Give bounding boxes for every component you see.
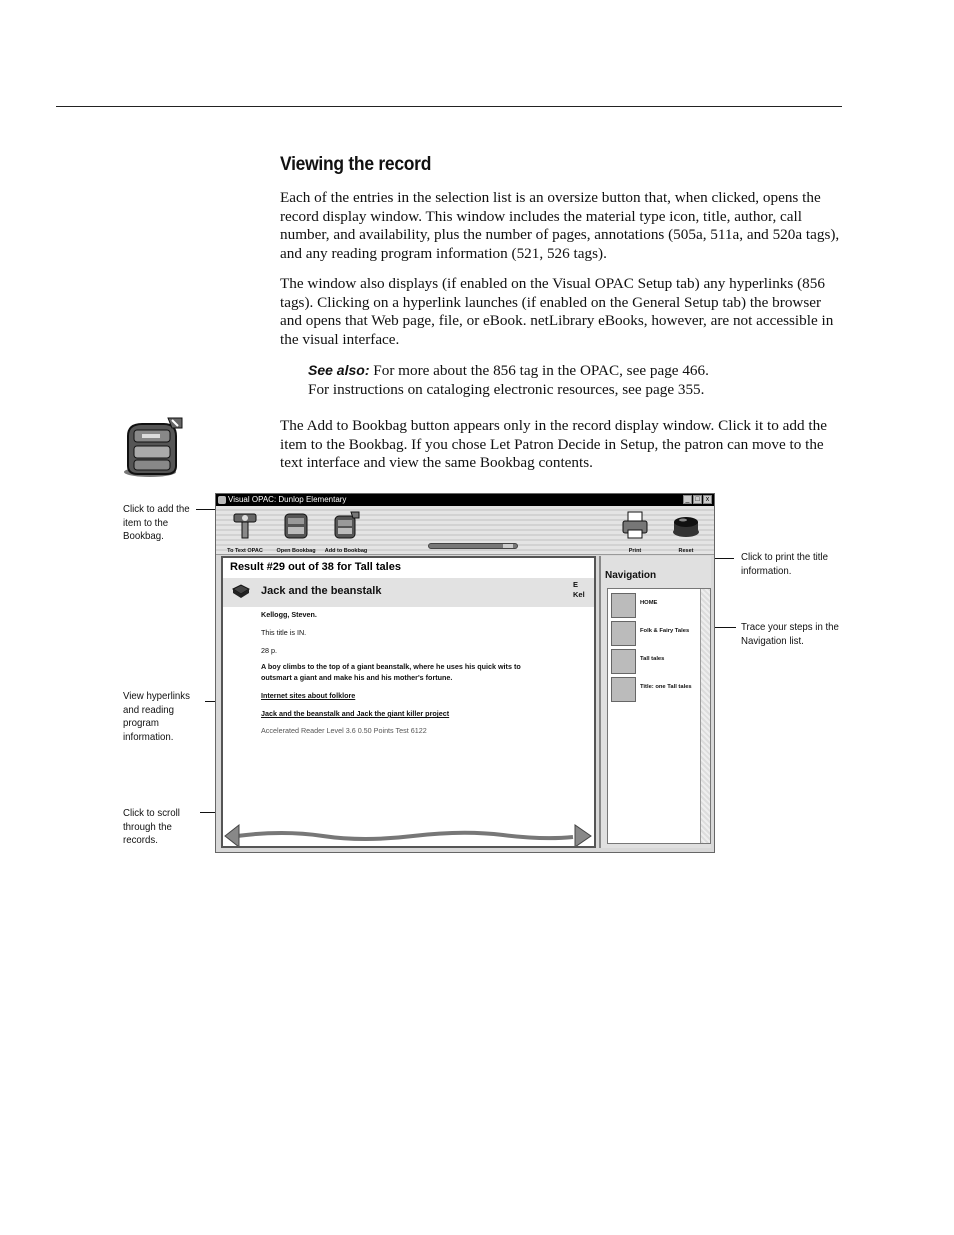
nav-item-home[interactable] — [611, 593, 699, 619]
toolbar — [216, 506, 714, 555]
record-display — [221, 556, 596, 848]
navigation-title: Navigation — [605, 570, 657, 581]
hyperlink-folklore[interactable]: Internet sites about folklore — [261, 691, 356, 700]
to-text-opac-label: To Text OPAC — [227, 548, 263, 554]
reset-button[interactable] — [663, 510, 709, 554]
add-to-bookbag-icon — [331, 510, 361, 540]
see-also-line-2: For instructions on cataloging electronic resources, see page 355. — [308, 380, 705, 398]
paragraph-hyperlinks: The window also displays (if enabled on the Visual OPAC Setup tab) any hyperlinks (856 tags). Clicking on a hyperlink launches (if enabled on the General Setup tab) the browser and opens that Web page, file, or eBook. netLibrary eBooks, however, are not accessible in the visual interface. — [280, 275, 834, 349]
open-bookbag-button[interactable] — [273, 510, 319, 554]
printer-icon — [620, 510, 650, 540]
record-scroll-bar — [223, 816, 594, 846]
print-button[interactable] — [612, 510, 658, 554]
home-icon — [611, 593, 636, 618]
top-rule — [56, 106, 842, 107]
nav-item-title[interactable] — [611, 677, 699, 703]
nav-item-folk-fairy[interactable] — [611, 621, 699, 647]
add-to-bookbag-label: Add to Bookbag — [324, 548, 368, 554]
see-also-line-1: For more about the 856 tag in the OPAC, see page 466. — [373, 362, 709, 379]
open-bookbag-icon — [281, 510, 311, 540]
next-record-arrow-icon[interactable] — [575, 825, 591, 846]
to-text-opac-button[interactable] — [222, 510, 268, 554]
record-availability: This title is IN. — [261, 628, 307, 637]
record-slider[interactable] — [428, 543, 518, 549]
print-label: Print — [628, 548, 642, 554]
text-opac-icon — [230, 510, 260, 540]
navigation-list — [607, 588, 711, 844]
callout-print: Click to print the title information. — [741, 552, 829, 577]
record-author: Kellogg, Steven. — [261, 610, 317, 619]
maximize-button[interactable]: □ — [693, 495, 702, 504]
paragraph-record-window: Each of the entries in the selection list is an oversize button that, when clicked, opens the record display window. This window includes the material type icon, title, author, call number, and availability, plus the number of pages, annotations (505a, 511a, and 520a tags), and any reading program information (521, 526 tags). — [280, 189, 840, 263]
nav-item-label: Tall tales — [640, 656, 665, 662]
callout-hyperlinks: View hyperlinks and reading program information. — [123, 691, 190, 743]
record-summary-1: A boy climbs to the top of a giant beanstalk, where he uses his quick wits to — [261, 662, 521, 671]
tall-tales-icon — [611, 649, 636, 674]
bookbag-icon — [120, 416, 186, 478]
previous-record-arrow-icon[interactable] — [225, 825, 239, 846]
reading-program-info: Accelerated Reader Level 3.6 0.50 Points Test 6122 — [261, 726, 427, 735]
window-title: Visual OPAC: Dunlop Elementary — [228, 495, 347, 504]
reset-label: Reset — [678, 548, 694, 554]
hyperlink-project[interactable]: Jack and the beanstalk and Jack the giant killer project — [261, 709, 450, 718]
paragraph-add-bookbag: The Add to Bookbag button appears only in the record display window. Click it to add the item to the Bookbag. If you chose Let Patron Decide in Setup, the patron can move to the text interface and view the same Bookbag contents. — [280, 417, 827, 472]
call-number — [573, 580, 585, 600]
record-summary-2: outsmart a giant and make his and his mother's fortune. — [261, 673, 453, 682]
result-header: Result #29 out of 38 for Tall tales — [230, 561, 401, 573]
see-also-note — [308, 361, 828, 399]
navigation-scrollbar[interactable] — [700, 589, 710, 843]
callout-add-bookbag: Click to add the item to the Bookbag. — [123, 504, 190, 542]
app-icon — [218, 496, 226, 504]
nav-item-tall-tales[interactable] — [611, 649, 699, 675]
callout-scroll: Click to scroll through the records. — [123, 808, 180, 846]
callout-trace: Trace your steps in the Navigation list. — [741, 622, 839, 647]
book-icon — [232, 584, 250, 600]
open-bookbag-label: Open Bookbag — [276, 548, 316, 554]
minimize-button[interactable]: _ — [683, 495, 692, 504]
call-number-line-2: Kel — [573, 590, 585, 599]
add-to-bookbag-button[interactable] — [323, 510, 369, 554]
folk-tales-icon — [611, 621, 636, 646]
nav-item-label: HOME — [640, 600, 658, 606]
call-number-line-1: E — [573, 580, 579, 589]
section-heading: Viewing the record — [280, 154, 432, 175]
title-icon — [611, 677, 636, 702]
reset-icon — [671, 510, 701, 540]
record-title: Jack and the beanstalk — [261, 585, 382, 597]
nav-item-label: Folk & Fairy Tales — [640, 628, 690, 634]
navigation-panel — [599, 556, 711, 848]
nav-item-label: Title: one Tall tales — [640, 684, 692, 690]
record-pages: 28 p. — [261, 646, 277, 655]
see-also-label: See also: — [308, 362, 370, 378]
opac-window — [215, 493, 715, 853]
window-titlebar — [216, 494, 714, 506]
close-button[interactable]: x — [703, 495, 712, 504]
